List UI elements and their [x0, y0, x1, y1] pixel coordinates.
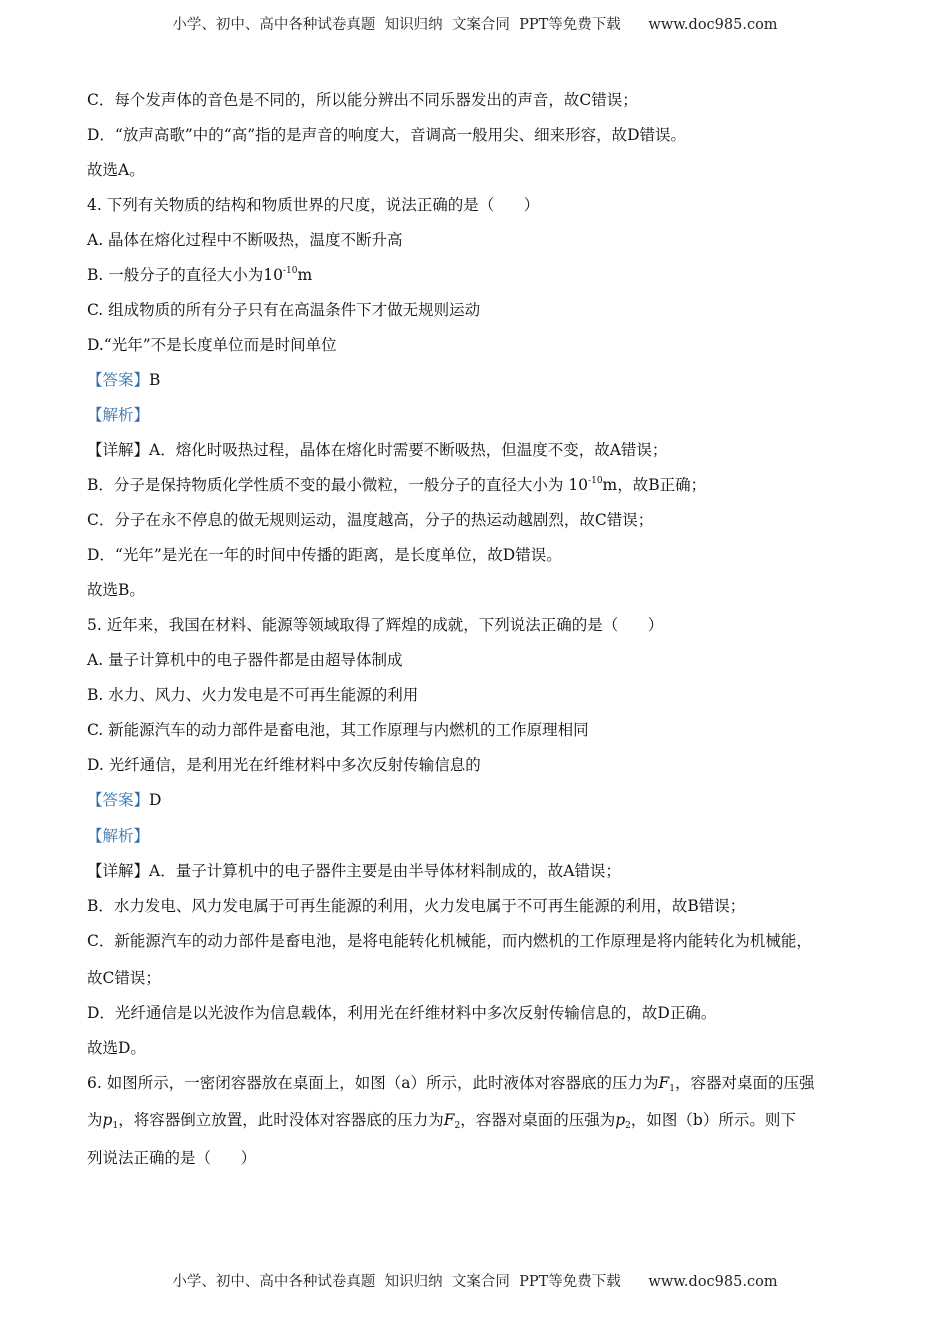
text-run: 故C错误； — [87, 969, 161, 987]
text-run: p — [615, 1111, 626, 1129]
text-line — [87, 1038, 146, 1058]
text-line — [87, 160, 145, 180]
text-run: 4. 下列有关物质的结构和物质世界的尺度，说法正确的是（ ） — [87, 196, 540, 214]
text-run: B．分子是保持物质化学性质不变的最小微粒，一般分子的直径大小为 10 — [87, 476, 589, 494]
text-run: B．水力发电、风力发电属于可再生能源的利用，火力发电属于不可再生能源的利用，故B错误； — [87, 897, 746, 915]
text-run: ，容器对桌面的压强为 — [460, 1111, 616, 1129]
text-line — [87, 790, 161, 810]
text-line — [87, 1148, 256, 1168]
text-line — [87, 335, 337, 355]
text-line — [87, 265, 312, 285]
text-run: 列说法正确的是（ ） — [87, 1149, 257, 1167]
section-label: 【解析】 — [87, 827, 150, 845]
text-line — [87, 230, 403, 250]
text-run: C．新能源汽车的动力部件是畜电池，是将电能转化机械能，而内燃机的工作原理是将内能转化为机械能， — [87, 932, 812, 950]
page-header: 小学、初中、高中各种试卷真题 知识归纳 文案合同 PPT等免费下载 www.doc985.com — [172, 17, 778, 33]
text-line — [87, 615, 663, 635]
text-line — [87, 826, 149, 846]
text-line — [87, 685, 418, 705]
subscript: 1 — [112, 1121, 119, 1131]
text-line — [87, 896, 745, 916]
text-run: ，将容器倒立放置，此时没体对容器底的压力为 — [118, 1111, 444, 1129]
section-label: 【解析】 — [87, 406, 150, 424]
text-line — [87, 580, 145, 600]
text-line — [87, 1110, 796, 1130]
page-footer: 小学、初中、高中各种试卷真题 知识归纳 文案合同 PPT等免费下载 www.doc985.com — [172, 1274, 778, 1290]
section-label: 【答案】 — [87, 371, 150, 389]
text-line — [87, 931, 812, 951]
text-line — [87, 405, 149, 425]
text-run: 为 — [87, 1111, 103, 1129]
text-run: C. 新能源汽车的动力部件是畜电池，其工作原理与内燃机的工作原理相同 — [87, 721, 589, 739]
text-run: 【详解】A．量子计算机中的电子器件主要是由半导体材料制成的，故A错误； — [87, 862, 621, 880]
text-run: D．光纤通信是以光波作为信息载体，利用光在纤维材料中多次反射传输信息的，故D正确。 — [87, 1004, 717, 1022]
text-run: 【详解】A．熔化时吸热过程，晶体在熔化时需要不断吸热，但温度不变，故A错误； — [87, 441, 668, 459]
text-line — [87, 510, 653, 530]
text-line — [87, 650, 403, 670]
text-run: D．“放声高歌”中的“高”指的是声音的响度大，音调高一般用尖、细来形容，故D错误。 — [87, 126, 687, 144]
subscript: 2 — [625, 1121, 631, 1131]
text-run: ，如图（b）所示。则下 — [630, 1111, 796, 1129]
text-run: F — [658, 1074, 670, 1092]
text-line — [87, 195, 539, 215]
text-run: 故选D。 — [87, 1039, 146, 1057]
text-run: A. 量子计算机中的电子器件都是由超导体制成 — [87, 651, 403, 669]
text-run: D — [149, 791, 162, 809]
text-run: m — [297, 266, 313, 284]
text-run: 5. 近年来，我国在材料、能源等领域取得了辉煌的成就，下列说法正确的是（ ） — [87, 616, 664, 634]
text-run: 故选A。 — [87, 161, 145, 179]
superscript: -10 — [282, 266, 298, 276]
superscript: -10 — [588, 476, 603, 486]
text-line — [87, 545, 562, 565]
text-run: 故选B。 — [87, 581, 145, 599]
text-run: D. 光纤通信，是利用光在纤维材料中多次反射传输信息的 — [87, 756, 481, 774]
text-line — [87, 968, 161, 988]
text-line — [87, 90, 638, 110]
text-run: D．“光年”是光在一年的时间中传播的距离，是长度单位，故D错误。 — [87, 546, 562, 564]
text-line — [87, 125, 686, 145]
text-line — [87, 370, 160, 390]
text-line — [87, 300, 480, 320]
text-run: F — [443, 1111, 455, 1129]
text-run: 6. 如图所示，一密闭容器放在桌面上，如图（a）所示，此时液体对容器底的压力为 — [87, 1074, 659, 1092]
text-line — [87, 1073, 814, 1093]
text-line — [87, 861, 621, 881]
text-run: D.“光年”不是长度单位而是时间单位 — [87, 336, 337, 354]
text-line — [87, 720, 589, 740]
subscript: 2 — [454, 1121, 461, 1131]
text-run: C. 组成物质的所有分子只有在高温条件下才做无规则运动 — [87, 301, 481, 319]
text-run: C．分子在永不停息的做无规则运动，温度越高，分子的热运动越剧烈，故C错误； — [87, 511, 654, 529]
text-run: m，故B正确； — [602, 476, 707, 494]
text-run: A. 晶体在熔化过程中不断吸热，温度不断升高 — [87, 231, 403, 249]
text-line — [87, 755, 481, 775]
text-run: p — [102, 1111, 113, 1129]
text-run: B. 一般分子的直径大小为10 — [87, 266, 283, 284]
text-line — [87, 440, 667, 460]
text-line — [87, 475, 706, 495]
subscript: 1 — [669, 1084, 675, 1094]
text-run: ，容器对桌面的压强 — [674, 1074, 815, 1092]
text-run: B — [149, 371, 161, 389]
section-label: 【答案】 — [87, 791, 150, 809]
text-line — [87, 1003, 716, 1023]
text-run: B. 水力、风力、火力发电是不可再生能源的利用 — [87, 686, 419, 704]
text-run: C．每个发声体的音色是不同的，所以能分辨出不同乐器发出的声音，故C错误； — [87, 91, 638, 109]
